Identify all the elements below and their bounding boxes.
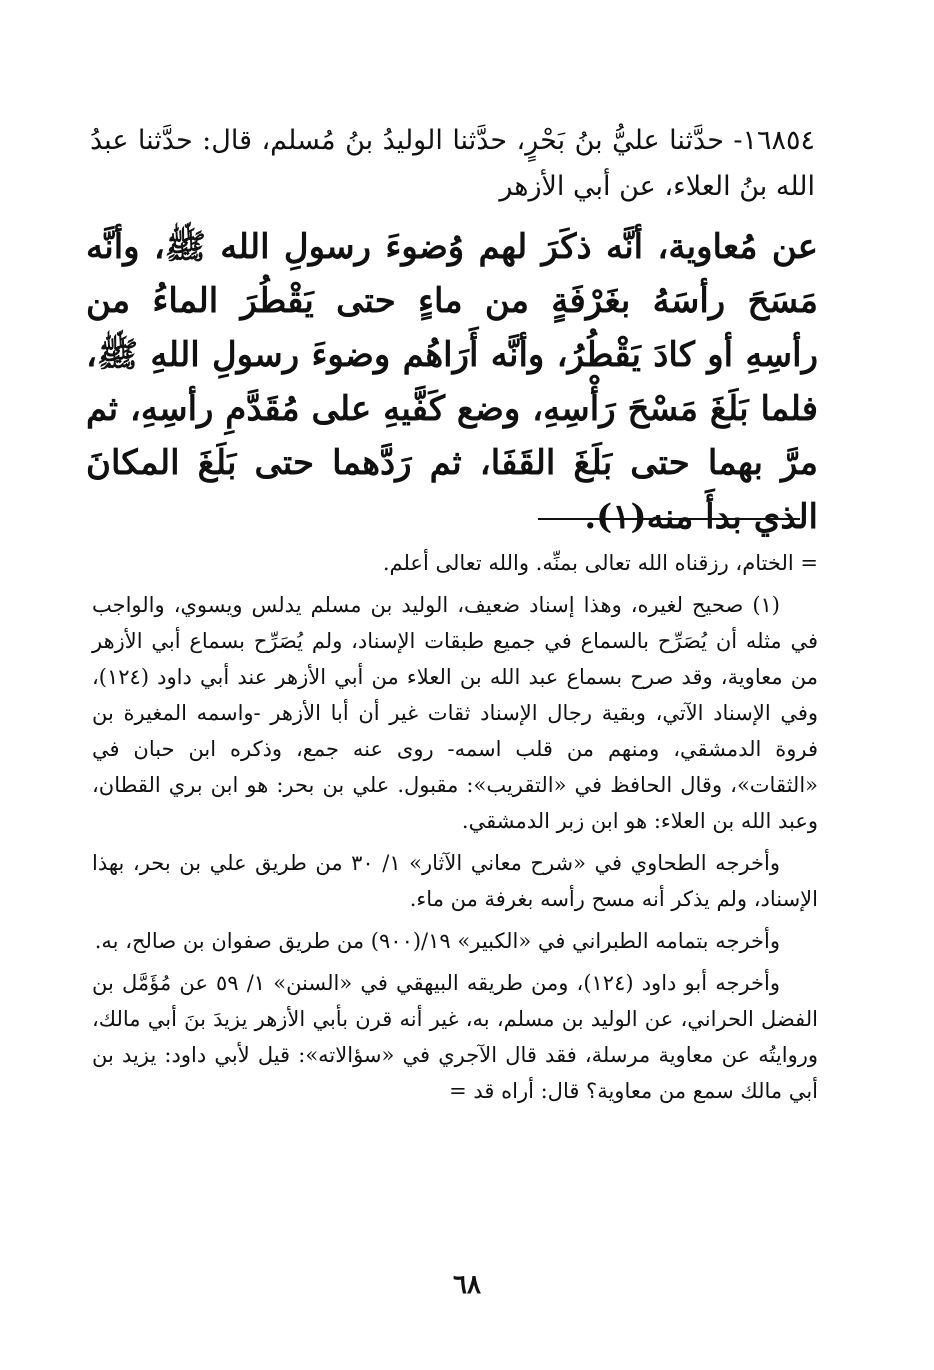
footnote-continuation: = الختام، رزقناه الله تعالى بمنِّه. والله تعالى أعلم. [382, 551, 818, 575]
footnote-separator [538, 518, 800, 520]
page-number: ٦٨ [453, 1270, 481, 1300]
hadith-isnad-header: ١٦٨٥٤- حدَّثنا عليُّ بنُ بَحْرٍ، حدَّثنا الوليدُ بنُ مُسلم، قال: حدَّثنا عبدُ الله بنُ العلاء، عن أبي الأزهر [90, 125, 815, 202]
hadith-matn-text: عن مُعاوية، أنَّه ذكَرَ لهم وُضوءَ رسولِ الله ﷺ، وأنَّه مَسَحَ رأسَهُ بغَرْفَةٍ من ماءٍ حتى يَقْطُرَ الماءُ من رأسِهِ أو كادَ يَقْطُرُ، وأنَّه أَرَاهُم وضوءَ رسولِ اللهِ ﷺ، فلما بَلَغَ مَسْحَ رَأْسِهِ، وضع كَفَّيهِ على مُقَدَّمِ رأسِهِ، ثم مرَّ بهما حتى بَلَغَ القَفَا، ثم رَدَّهما حتى بَلَغَ المكانَ الذي بدأَ منه(١). [85, 227, 818, 537]
footnote-paragraph-3: وأخرجه بتمامه الطبراني في «الكبير» ١٩/(٩٠٠) من طريق صفوان بن صالح، به. [94, 929, 780, 953]
footnote-paragraph-2: وأخرجه الطحاوي في «شرح معاني الآثار» ١/ ٣٠ من طريق علي بن بحر، بهذا الإسناد، ولم يذكر أنه مسح رأسه بغرفة من ماء. [92, 851, 818, 911]
footnote-paragraph-4: وأخرجه أبو داود (١٢٤)، ومن طريقه البيهقي في «السنن» ١/ ٥٩ عن مُؤَمَّل بن الفضل الحراني، عن الوليد بن مسلم، به، غير أنه قرن بأبي الأزهر يزيدَ بنَ أبي مالك، وروايتُه عن معاوية مرسلة، فقد قال الآجري في «سؤالاته»: قيل لأبي داود: يزيد بن أبي مالك سمع من معاوية؟ قال: أراه قد = [92, 971, 818, 1103]
footnotes-section [92, 545, 818, 1115]
footnote-1: (١) صحيح لغيره، وهذا إسناد ضعيف، الوليد بن مسلم يدلس ويسوي، والواجب في مثله أن يُصَرِّح بالسماع في جميع طبقات الإسناد، ولم يُصَرِّح بسماع أبي الأزهر من معاوية، وقد صرح بسماع عبد الله بن العلاء من أبي الأزهر عند أبي داود (١٢٤)، وفي الإسناد الآتي، وبقية رجال الإسناد ثقات غير أن أبا الأزهر -واسمه المغيرة بن فروة الدمشقي، ومنهم من قلب اسمه- روى عنه جمع، وذكره ابن حبان في «الثقات»، وقال الحافظ في «التقريب»: مقبول. علي بن بحر: هو ابن بري القطان، وعبد الله بن العلاء: هو ابن زبر الدمشقي. [92, 593, 818, 833]
